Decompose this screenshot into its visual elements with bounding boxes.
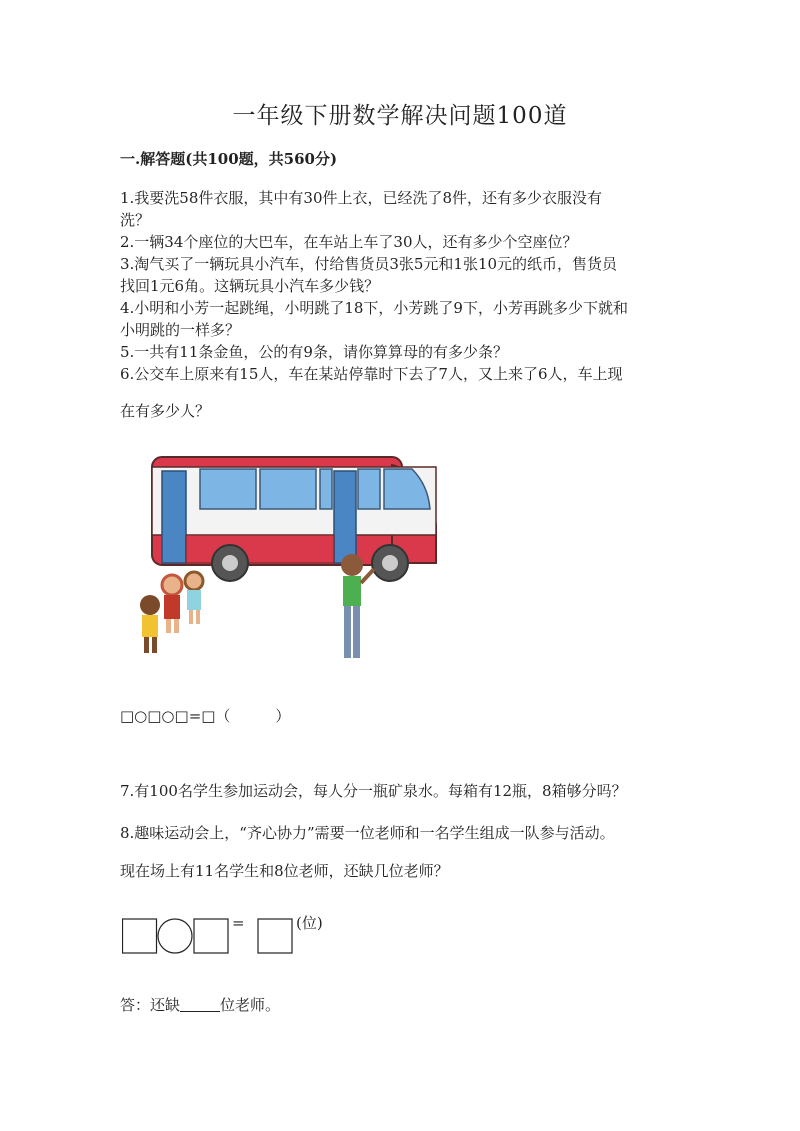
question-8-line-1: 8.趣味运动会上，“齐心协力”需要一位老师和一名学生组成一队参与活动。 xyxy=(120,824,615,842)
answer-line xyxy=(120,994,280,1015)
question-6-answer-blank[interactable]: □○□○□=□（ ） xyxy=(120,707,291,725)
answer-blank[interactable] xyxy=(180,997,220,1012)
question-6-line-2: 在有多少人？ xyxy=(120,402,211,420)
question-1-line-1: 1.我要洗58件衣服，其中有30件上衣，已经洗了8件，还有多少衣服没有 xyxy=(120,189,603,207)
answer-prefix: 答：还缺 xyxy=(120,996,181,1014)
question-7: 7.有100名学生参加运动会，每人分一瓶矿泉水。每箱有12瓶，8箱够分吗？ xyxy=(120,782,627,800)
section-heading: 一.解答题(共100题，共560分) xyxy=(120,150,338,168)
equals-sign: = xyxy=(232,914,245,932)
question-8-line-2: 现在场上有11名学生和8位老师，还缺几位老师？ xyxy=(120,862,449,880)
question-2: 2.一辆34个座位的大巴车，在车站上车了30人，还有多少个空座位？ xyxy=(120,233,578,251)
question-4-line-1: 4.小明和小芳一起跳绳，小明跳了18下，小芳跳了9下，小芳再跳多少下就和 xyxy=(120,299,628,317)
unit-label: (位) xyxy=(296,914,323,932)
question-6-line-1: 6.公交车上原来有15人，车在某站停靠时下去了7人，又上来了6人，车上现 xyxy=(120,365,623,383)
answer-box-result xyxy=(258,919,292,953)
answer-box-2 xyxy=(194,919,228,953)
answer-box-1 xyxy=(123,919,157,953)
answer-suffix: 位老师。 xyxy=(220,996,281,1014)
operator-circle xyxy=(158,919,192,953)
question-1-line-2: 洗？ xyxy=(120,211,151,229)
question-4-line-2: 小明跳的一样多？ xyxy=(120,321,241,339)
question-5: 5.一共有11条金鱼，公的有9条，请你算算母的有多少条？ xyxy=(120,343,508,361)
question-3-line-2: 找回1元6角。这辆玩具小汽车多少钱？ xyxy=(120,277,380,295)
bus-illustration xyxy=(130,445,450,665)
page-title: 一年级下册数学解决问题100道 xyxy=(232,103,568,129)
question-3-line-1: 3.淘气买了一辆玩具小汽车，付给售货员3张5元和1张10元的纸币，售货员 xyxy=(120,255,618,273)
